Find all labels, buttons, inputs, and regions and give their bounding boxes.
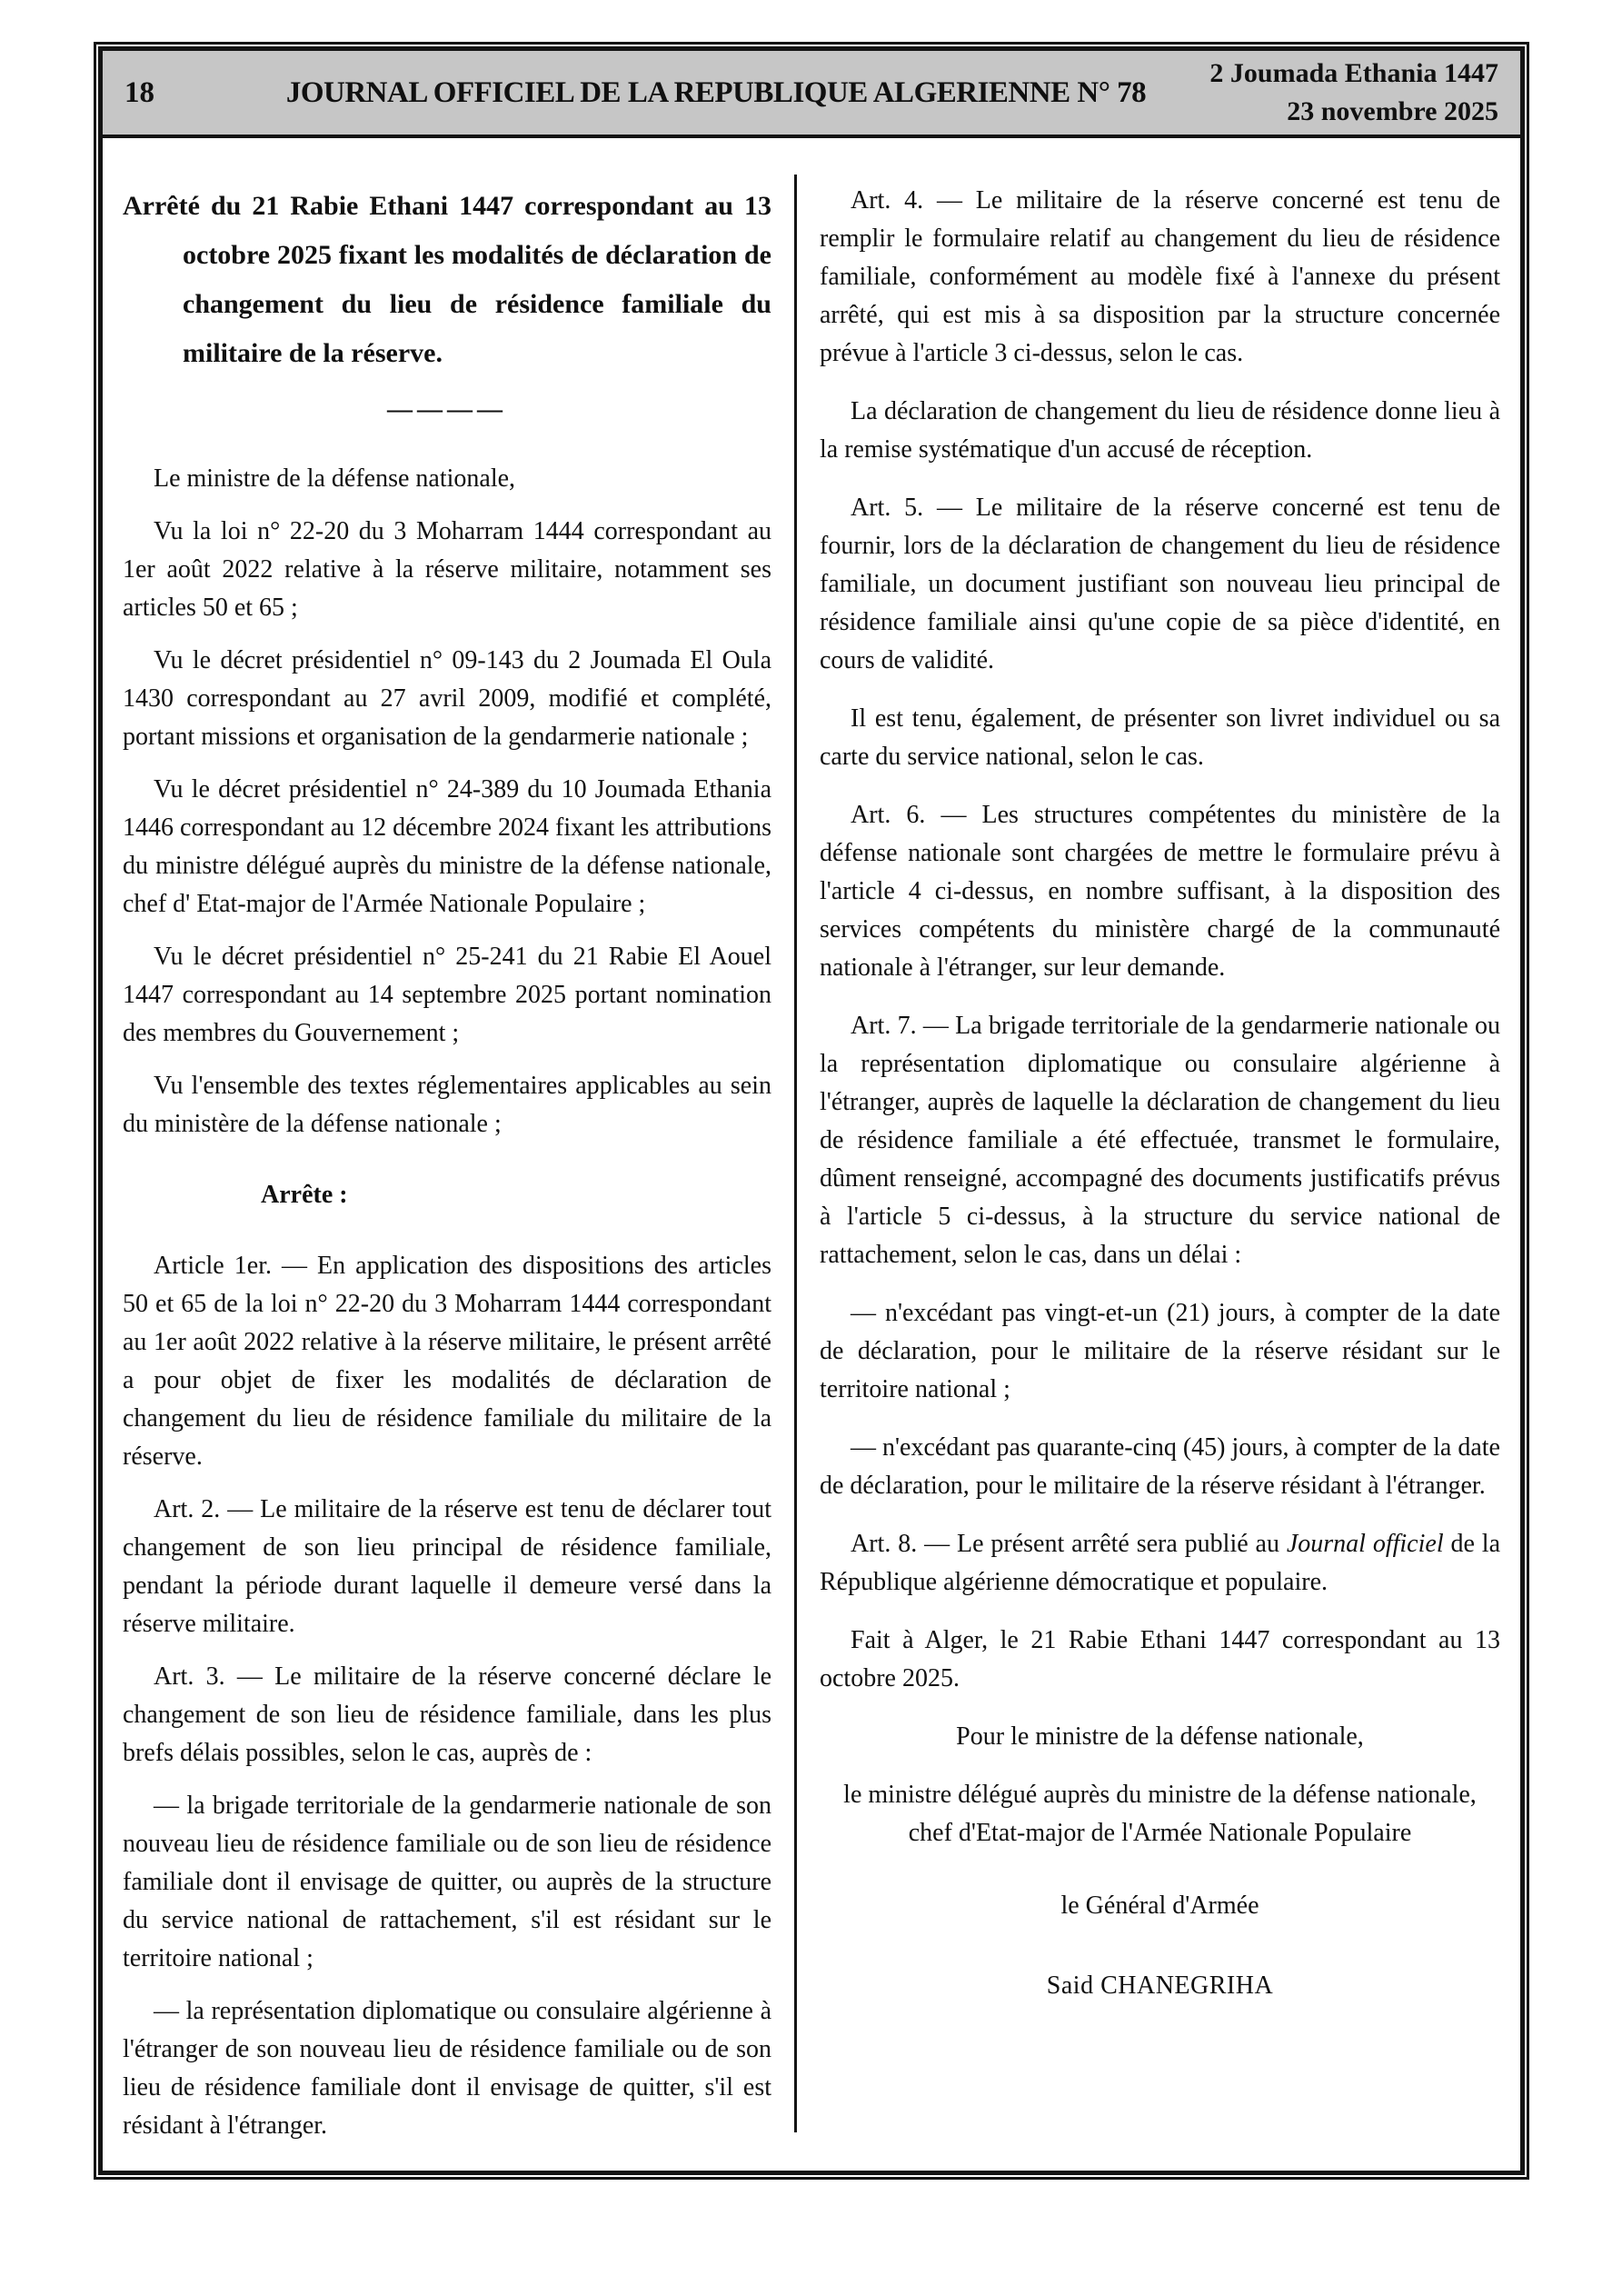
signature-name: Said CHANEGRIHA	[1046, 1972, 1274, 2000]
left-column	[123, 182, 771, 2171]
journal-officiel-italic: Journal officiel	[1286, 1530, 1444, 1558]
column-divider	[794, 175, 797, 2132]
paragraph: Vu le décret présidentiel n° 09-143 du 2 Joumada El Oula 1430 correspondant au 27 avril 2009, modifié et complété, portant missions et organisation de la gendarmerie nationale ;	[123, 646, 771, 751]
date-gregorian: 23 novembre 2025	[1287, 96, 1498, 126]
signature-role-line: le ministre délégué auprès du ministre de la défense nationale, chef d'Etat-major de l'Armée Nationale Populaire	[843, 1781, 1477, 1847]
article-8-text: de la République algérienne démocratique et populaire.	[820, 1530, 1501, 1596]
page-content	[103, 138, 1520, 2171]
paragraph-article-2: Art. 2. — Le militaire de la réserve est tenu de déclarer tout changement de son lieu principal de résidence familiale, pendant la période durant laquelle il demeure versé dans la réserve militaire.	[123, 1495, 771, 1638]
page-header	[103, 51, 1520, 138]
paragraph-article-1: Article 1er. — En application des dispositions des articles 50 et 65 de la loi n° 22-20 du 3 Moharram 1444 correspondant au 1er août 2022 relative à la réserve militaire, le présent arrêté a pour objet de fixer les modalités de déclaration de changement du lieu de résidence familiale du militaire de la réserve.	[123, 1252, 771, 1471]
page-inner-frame	[98, 46, 1525, 2175]
journal-title: JOURNAL OFFICIEL DE LA REPUBLIQUE ALGERIENNE N° 78	[285, 75, 1147, 109]
paragraph: Vu le décret présidentiel n° 25-241 du 21 Rabie El Aouel 1447 correspondant au 14 septembre 2025 portant nomination des membres du Gouvernement ;	[123, 943, 771, 1047]
separator-dashes: ————	[387, 395, 507, 424]
list-item: — n'excédant pas quarante-cinq (45) jours, à compter de la date de déclaration, pour le militaire de la réserve résidant à l'étranger.	[820, 1433, 1500, 1500]
paragraph: Vu la loi n° 22-20 du 3 Moharram 1444 correspondant au 1er août 2022 relative à la réserve militaire, notamment ses articles 50 et 65 ;	[123, 517, 771, 622]
signature-rank: le Général d'Armée	[1060, 1892, 1259, 1920]
paragraph-article-7: Art. 7. — La brigade territoriale de la gendarmerie nationale ou la représentation diplomatique ou consulaire algérienne à l'étranger, auprès de laquelle la déclaration de changement du lieu de résidence familiale a été effectuée, transmet le formulaire, dûment renseigné, accompagné des documents justificatifs prévus à l'article 5 ci-dessus, à la structure du service national de rattachement, selon le cas, dans un délai :	[820, 1012, 1500, 1269]
list-item: — la représentation diplomatique ou consulaire algérienne à l'étranger de son nouveau lieu de résidence familiale ou de son lieu de résidence familiale dont il envisage de quitter, s'il est résidant à l'étranger.	[123, 1997, 771, 2140]
list-item: — la brigade territoriale de la gendarmerie nationale de son nouveau lieu de résidence familiale ou de son lieu de résidence familiale dont il envisage de quitter, ou auprès de la structure du service national de rattachement, s'il est résidant sur le territoire national ;	[123, 1792, 771, 1972]
paragraph: Vu l'ensemble des textes réglementaires applicables au sein du ministère de la défense nationale ;	[123, 1072, 771, 1138]
paragraph-article-4: Art. 4. — Le militaire de la réserve concerné est tenu de remplir le formulaire relatif au changement du lieu de résidence familiale, conformément au modèle fixé à l'annexe du présent arrêté, qui est mis à sa disposition par la structure concernée prévue à l'article 3 ci-dessus, selon le cas.	[820, 186, 1500, 367]
paragraph-fait-a-alger: Fait à Alger, le 21 Rabie Ethani 1447 correspondant au 13 octobre 2025.	[820, 1626, 1500, 1692]
article-8-text: Art. 8. — Le présent arrêté sera publié au	[851, 1530, 1287, 1558]
paragraph: Le ministre de la défense nationale,	[154, 464, 516, 493]
right-column	[820, 182, 1500, 2171]
paragraph: La déclaration de changement du lieu de résidence donne lieu à la remise systématique d'un accusé de réception.	[820, 397, 1500, 464]
page-number: 18	[124, 75, 154, 109]
decree-title: Arrêté du 21 Rabie Ethani 1447 correspondant au 13 octobre 2025 fixant les modalités de déclaration de changement du lieu de résidence familiale du militaire de la réserve.	[123, 191, 771, 368]
list-item: — n'excédant pas vingt-et-un (21) jours, à compter de la date de déclaration, pour le militaire de la réserve résidant sur le territoire national ;	[820, 1299, 1500, 1403]
paragraph-article-8	[820, 1525, 1500, 1602]
paragraph-article-3: Art. 3. — Le militaire de la réserve concerné déclare le changement de son lieu de résidence familiale, dans les plus brefs délais possibles, selon le cas, auprès de :	[123, 1662, 771, 1767]
paragraph-article-6: Art. 6. — Les structures compétentes du ministère de la défense nationale sont chargées de mettre le formulaire prévu à l'article 4 ci-dessus, en nombre suffisant, à la disposition des services compétents du ministère chargé de la communauté nationale à l'étranger, sur leur demande.	[820, 801, 1500, 982]
paragraph: Vu le décret présidentiel n° 24-389 du 10 Joumada Ethania 1446 correspondant au 12 décembre 2024 fixant les attributions du ministre délégué auprès du ministre de la défense nationale, chef d' Etat-major de l'Armée Nationale Populaire ;	[123, 775, 771, 918]
date-hijri: 2 Joumada Ethania 1447	[1209, 58, 1498, 88]
arrete-label: Arrête :	[261, 1181, 348, 1209]
header-dates	[1189, 55, 1498, 131]
paragraph-article-5: Art. 5. — Le militaire de la réserve concerné est tenu de fournir, lors de la déclaration de changement du lieu de résidence familiale, un document justifiant son nouveau lieu principal de résidence familiale ainsi qu'une copie de sa pièce d'identité, en cours de validité.	[820, 494, 1500, 674]
paragraph: Il est tenu, également, de présenter son livret individuel ou sa carte du service national, selon le cas.	[820, 704, 1500, 771]
page-frame	[94, 42, 1529, 2180]
signature-role-line: Pour le ministre de la défense nationale,	[956, 1722, 1364, 1751]
